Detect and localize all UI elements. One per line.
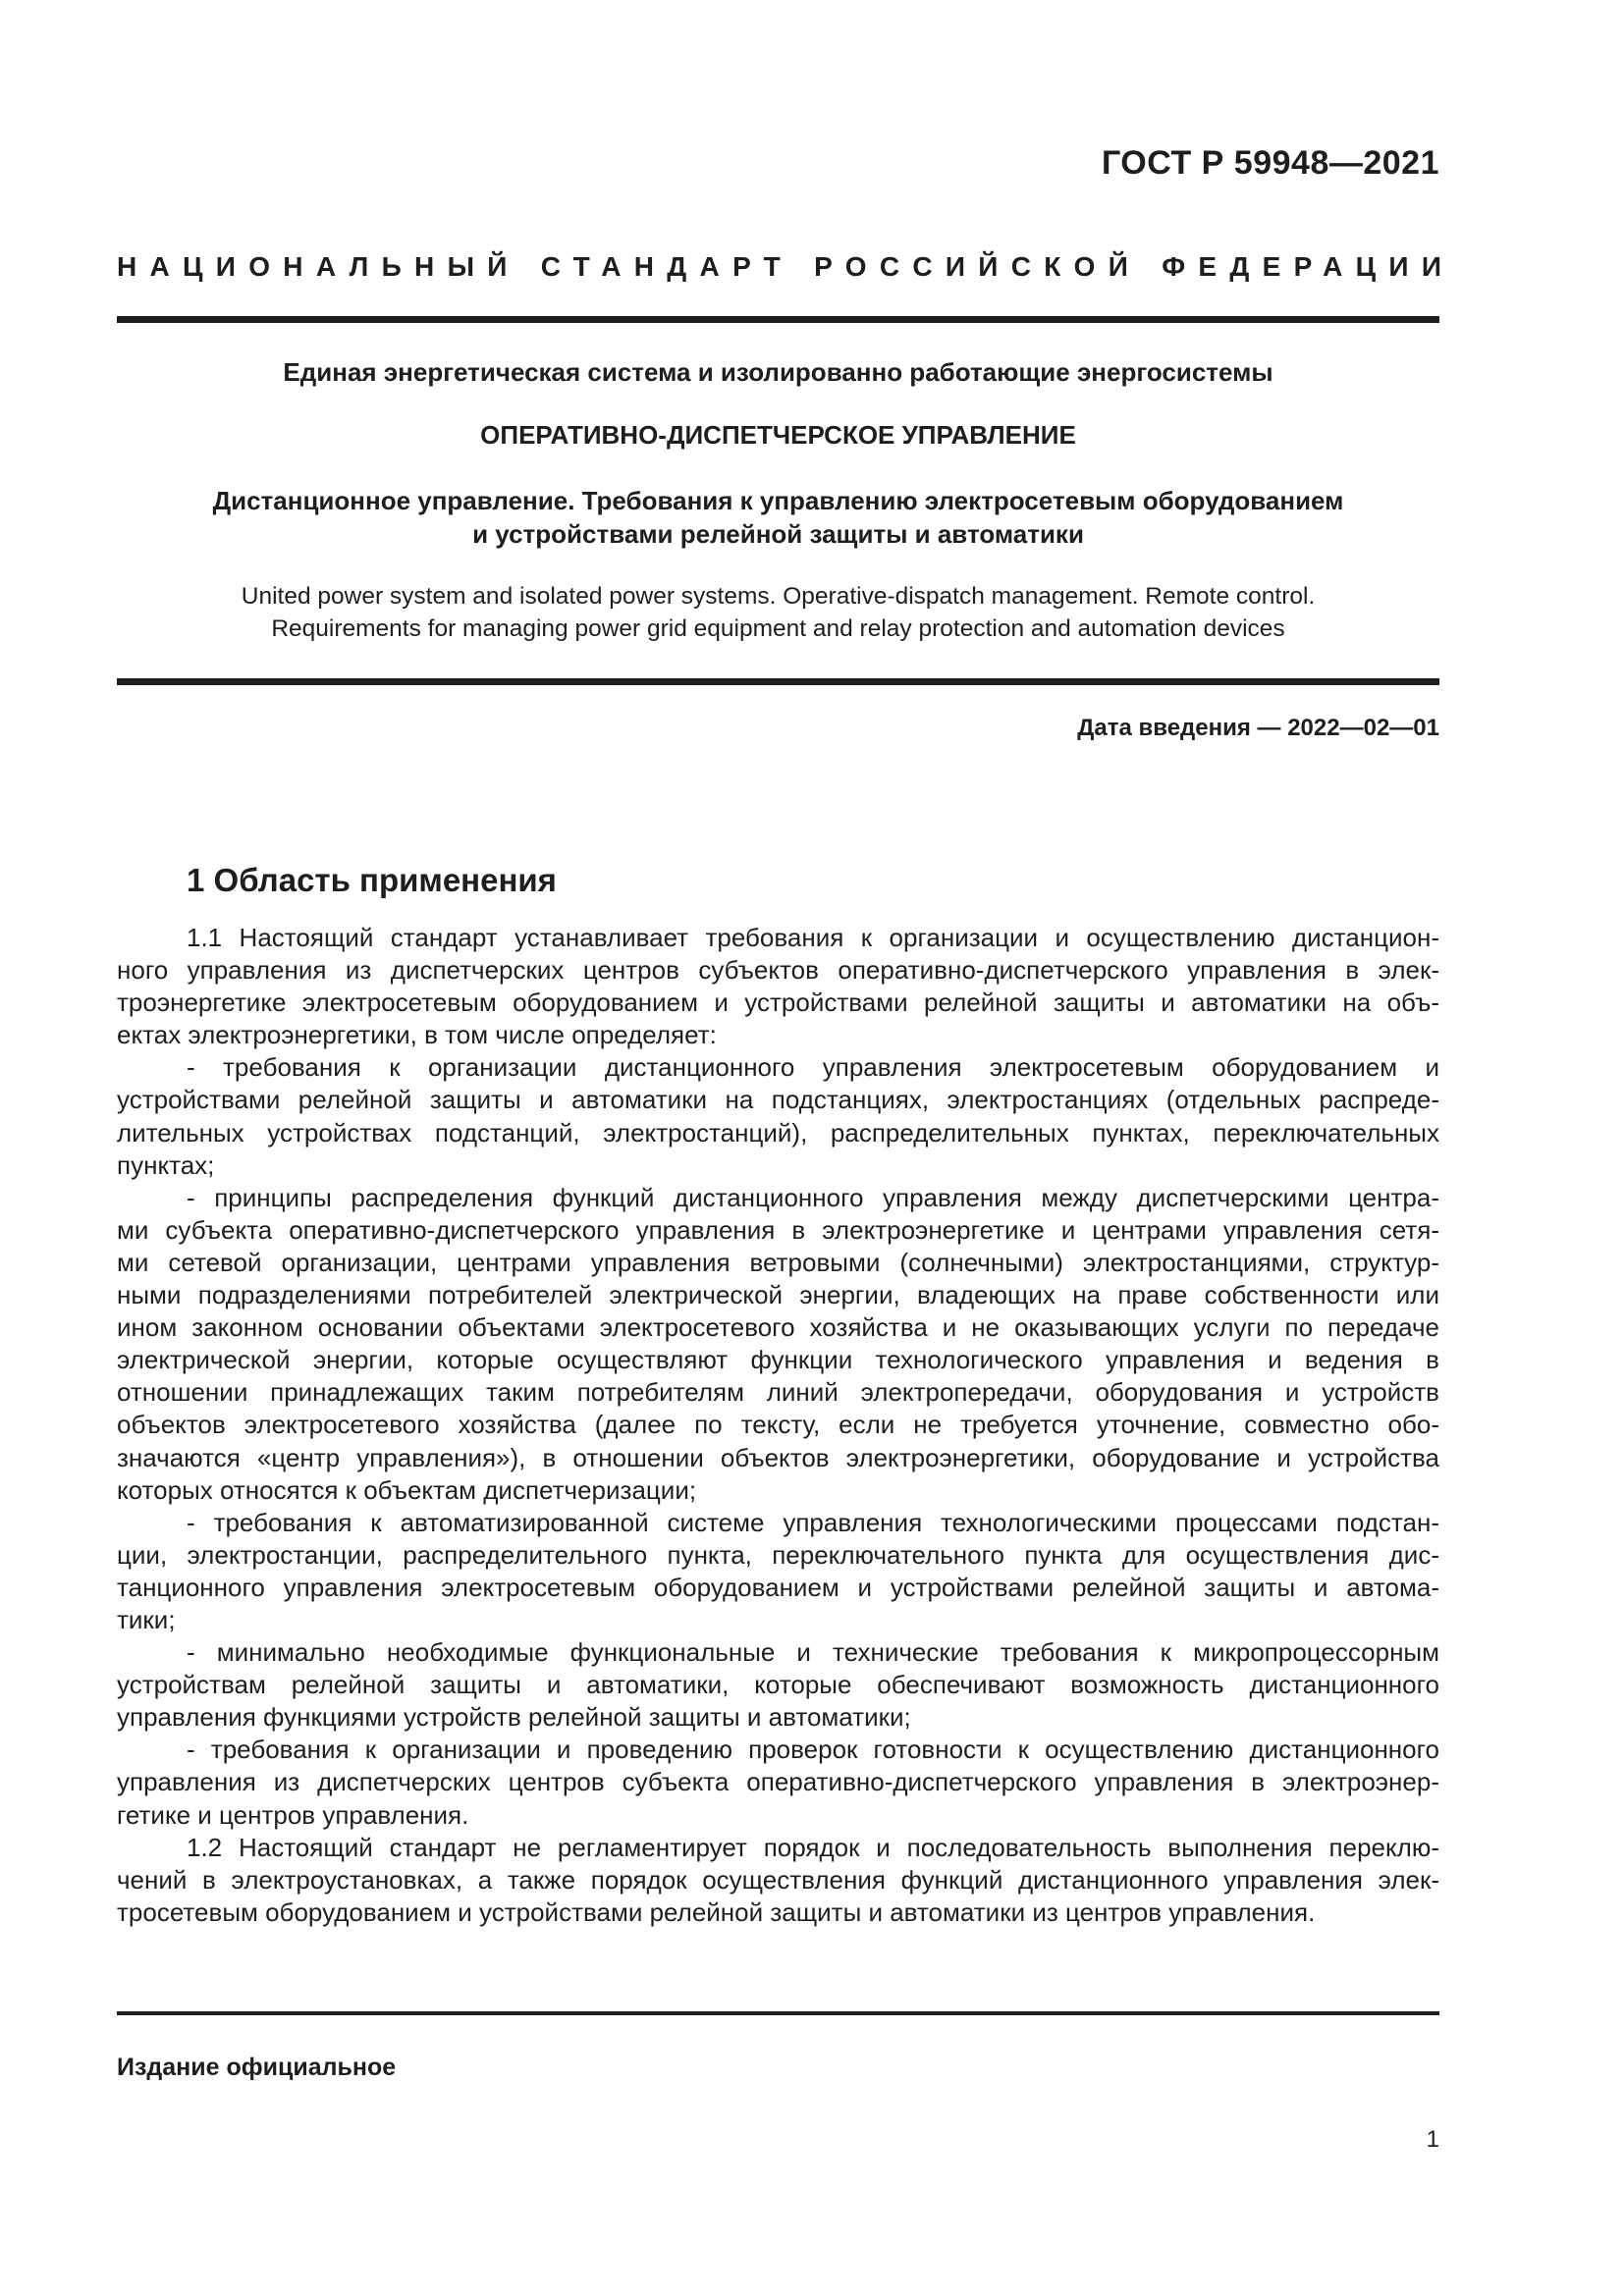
official-edition-label: Издание официальное [117, 2054, 397, 2081]
body-line: ми субъекта оперативно-диспетчерского управления в электроэнергетике и центрами управления сетя- [117, 1214, 1439, 1245]
body-line: ными подразделениями потребителей электрической энергии, владеющих на праве собственности или [117, 1280, 1439, 1310]
body-line: электрической энергии, которые осуществляют функции технологического управления и ведения в [117, 1345, 1439, 1375]
body-line: гетике и центров управления. [117, 1799, 469, 1830]
body-line: управления из диспетчерских центров субъекта оперативно-диспетчерского управления в электроэнер- [117, 1767, 1439, 1797]
page-number: 1 [1426, 2126, 1439, 2153]
bottom-divider [117, 2011, 1439, 2015]
top-divider [117, 316, 1439, 323]
body-line: управления функциями устройств релейной защиты и автоматики; [117, 1702, 911, 1733]
body-line: ции, электростанции, распределительного пункта, переключательного пункта для осуществления дис- [117, 1539, 1439, 1570]
body-line: отношении принадлежащих таким потребителям линий электропередачи, оборудования и устройств [117, 1377, 1439, 1408]
body-line: пунктах; [117, 1149, 215, 1180]
section-body [117, 922, 1439, 1929]
english-title [117, 580, 1439, 645]
body-line: танционного управления электросетевым оборудованием и устройствами релейной защиты и автома- [117, 1572, 1439, 1602]
body-line: объектов электросетевого хозяйства (далее по тексту, если не требуется уточнение, совместно обо- [117, 1410, 1439, 1440]
middle-divider [117, 678, 1439, 685]
body-line: троэнергетике электросетевым оборудованием и устройствами релейной защиты и автоматики на объ- [117, 988, 1439, 1018]
body-line: чений в электроустановках, а также порядок осуществления функций дистанционного управления элек- [117, 1864, 1439, 1895]
subtitle-line: Дистанционное управление. Требования к управлению электросетевым оборудованием [212, 486, 1344, 515]
body-line: - требования к организации дистанционного управления электросетевым оборудованием и [187, 1052, 1439, 1083]
body-line: - требования к организации и проведению проверок готовности к осуществлению дистанционного [187, 1735, 1439, 1765]
body-line: лительных устройствах подстанций, электростанций), распределительных пунктах, переключательных [117, 1117, 1439, 1148]
subtitle [117, 484, 1439, 551]
body-line: - минимально необходимые функциональные и технические требования к микропроцессорным [187, 1637, 1439, 1668]
body-line: значаются «центр управления»), в отношении объектов электроэнергетики, оборудование и устройства [117, 1442, 1439, 1472]
english-title-line: Requirements for managing power grid equipment and relay protection and automation devices [271, 615, 1285, 642]
national-standard-banner: НАЦИОНАЛЬНЫЙ СТАНДАРТ РОССИЙСКОЙ ФЕДЕРАЦИИ [117, 251, 1455, 282]
body-line: устройствами релейной защиты и автоматики на подстанциях, электростанциях (отдельных распреде- [117, 1085, 1439, 1115]
section-heading: 1 Область применения [187, 862, 557, 898]
body-line: ного управления из диспетчерских центров субъектов оперативно-диспетчерского управления в элек- [117, 955, 1439, 986]
body-line: ми сетевой организации, центрами управления ветровыми (солнечными) электростанциями, структур- [117, 1247, 1439, 1277]
body-line: 1.2 Настоящий стандарт не регламентирует порядок и последовательность выполнения переклю- [187, 1832, 1439, 1862]
main-title: ОПЕРАТИВНО-ДИСПЕТЧЕРСКОЕ УПРАВЛЕНИЕ [480, 420, 1076, 450]
body-line: тики; [117, 1604, 176, 1634]
english-title-line: United power system and isolated power systems. Operative-dispatch management. Remote control. [241, 583, 1316, 610]
body-line: тросетевым оборудованием и устройствами релейной защиты и автоматики из центров управления. [117, 1896, 1316, 1927]
document-code: ГОСТ Р 59948—2021 [1101, 144, 1439, 182]
body-line: ектах электроэнергетики, в том числе определяет: [117, 1020, 717, 1050]
body-line: - принципы распределения функций дистанционного управления между диспетчерскими центра- [187, 1182, 1439, 1212]
body-line: которых относятся к объектам диспетчеризации; [117, 1474, 697, 1505]
subtitle-line: и устройствами релейной защиты и автоматики [472, 519, 1084, 549]
body-line: устройствам релейной защиты и автоматики, которые обеспечивают возможность дистанционного [117, 1670, 1439, 1700]
introduction-date: Дата введения — 2022—02—01 [1077, 715, 1439, 741]
body-line: 1.1 Настоящий стандарт устанавливает требования к организации и осуществлению дистанцион- [187, 923, 1439, 952]
body-line: - требования к автоматизированной системе управления технологическими процессами подстан- [187, 1507, 1439, 1537]
body-line: ином законном основании объектами электросетевого хозяйства и не оказывающих услуги по передаче [117, 1312, 1439, 1343]
system-title: Единая энергетическая система и изолированно работающие энергосистемы [283, 357, 1273, 387]
